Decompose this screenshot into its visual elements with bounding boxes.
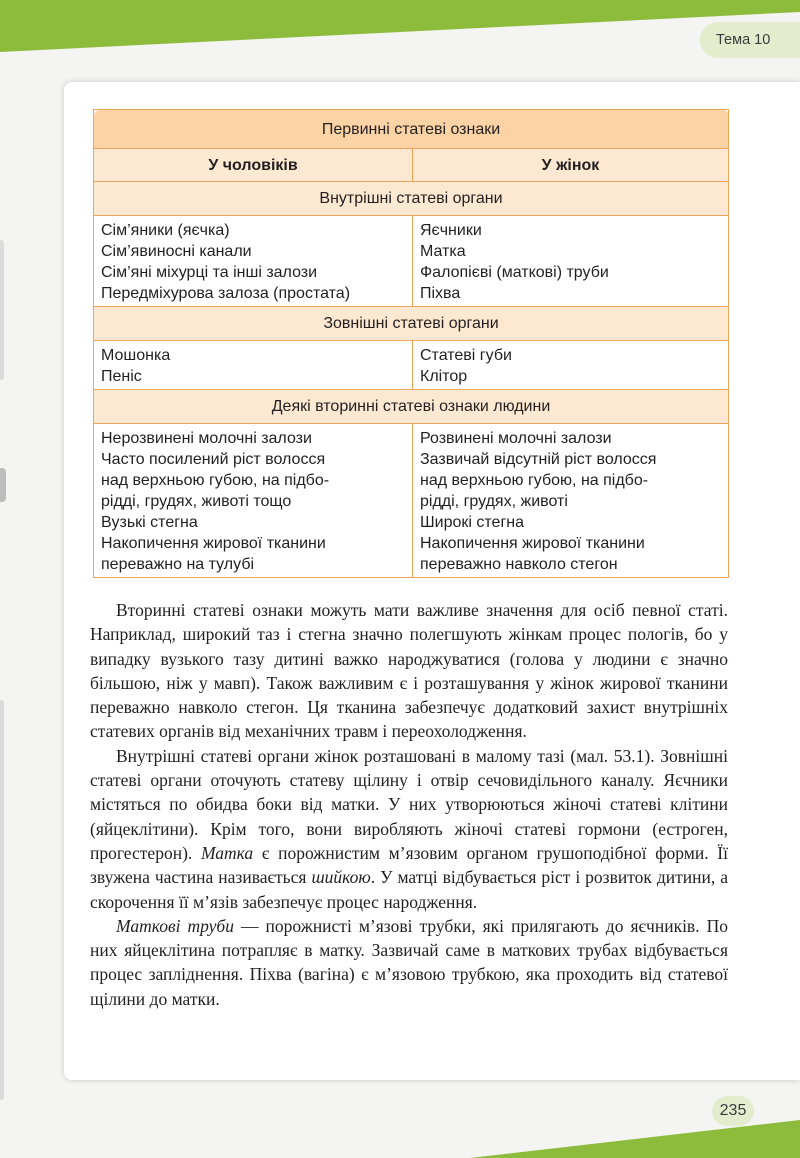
- paragraph-secondary-traits: Вторинні статеві ознаки можуть мати важливе значення для осіб певної статі. Наприклад, широкий таз і стегна значно полегшують жінкам процес пологів, бо у випадку вузького тазу дитині важко народжуватися (голова у людини є значно більшою, ніж у мавп). Також важливим є і розташування у жінок жирової тканини переважно навколо стегон. Ця тканина забезпечує додатковий захист внутрішніх статевих органів від механічних травм і переохолодження.: [90, 600, 728, 742]
- term-cervix: шийкою: [311, 867, 371, 888]
- section-heading-external: Зовнішні статеві органи: [94, 307, 729, 341]
- term-uterus: Матка: [200, 842, 254, 863]
- internal-organs-men: [94, 216, 413, 307]
- list-item: переважно на тулубі: [101, 556, 255, 573]
- list-item: Накопичення жирової тканини: [101, 535, 326, 552]
- list-item: Часто посилений ріст волосся: [101, 451, 326, 468]
- list-item: Нерозвинені молочні залози: [101, 430, 312, 447]
- term-fallopian-tubes: Маткові труби: [116, 915, 234, 936]
- list-item: Пеніс: [101, 368, 142, 385]
- list-item: Зазвичай відсутній ріст волосся: [420, 451, 657, 468]
- body-text: [90, 598, 728, 1011]
- list-item: Передміхурова залоза (простата): [101, 285, 351, 302]
- section-heading-secondary: Деякі вторинні статеві ознаки людини: [94, 390, 729, 424]
- list-item: переважно навколо стегон: [420, 556, 618, 573]
- list-item: Сім’явиносні канали: [101, 243, 252, 260]
- secondary-traits-women: [413, 424, 729, 578]
- list-item: Розвинені молочні залози: [420, 430, 612, 447]
- list-item: Матка: [420, 243, 466, 260]
- list-item: над верхньою губою, на підбо-: [101, 472, 330, 489]
- sex-characteristics-table: [93, 109, 729, 578]
- list-item: Фалопієві (маткові) труби: [420, 264, 609, 281]
- paragraph-text: є порожнистим м’язовим органом грушоподібної форми. Її звужена частина називається: [90, 842, 728, 888]
- list-item: Клітор: [420, 368, 468, 385]
- left-margin-marker: [0, 468, 6, 502]
- internal-organs-women: [413, 216, 729, 307]
- column-header-women: У жінок: [413, 149, 729, 182]
- secondary-traits-men: [94, 424, 413, 578]
- external-organs-men: [94, 341, 413, 390]
- footer-green-band: [0, 1100, 800, 1158]
- list-item: Піхва: [420, 285, 461, 302]
- external-organs-women: [413, 341, 729, 390]
- left-margin-marker: [0, 240, 4, 380]
- list-item: Яєчники: [420, 222, 482, 239]
- list-item: рідді, грудях, животі: [420, 493, 568, 510]
- list-item: Статеві губи: [420, 347, 512, 364]
- paragraph-fallopian-tubes: [90, 914, 728, 1011]
- list-item: Широкі стегна: [420, 514, 525, 531]
- table-title: Первинні статеві ознаки: [94, 110, 729, 149]
- list-item: рідді, грудях, животі тощо: [101, 493, 292, 510]
- list-item: Накопичення жирової тканини: [420, 535, 645, 552]
- list-item: Сім’яники (яєчка): [101, 222, 230, 239]
- list-item: Вузькі стегна: [101, 514, 198, 531]
- header-green-band: [0, 0, 800, 60]
- paragraph-text: . У матці відбувається ріст і розвиток дитини, а скорочення її м’язів забезпечує процес народження.: [90, 867, 728, 912]
- list-item: Сім’яні міхурці та інші залози: [101, 264, 318, 281]
- paragraph-text: Внутрішні статеві органи жінок розташовані в малому тазі (мал. 53.1). Зовнішні статеві органи оточують статеву щілину і отвір сечовидільного каналу. Яєчники містяться по обидва боки від матки. У них утворюються жіночі статеві клітини (яйцеклітини). Крім того, вони виробляють жіночі статеві гормони (естроген, прогестерон).: [90, 745, 728, 863]
- list-item: Мошонка: [101, 347, 171, 364]
- paragraph-text: — порожнисті м’язові трубки, які прилягають до яєчників. По них яйцеклітина потрапляє в матку. Зазвичай саме в маткових трубах відбувається процес запліднення. Піхва (вагіна) є м’язовою трубкою, яка проходить від статевої щілини до матки.: [90, 915, 728, 1009]
- section-heading-internal: Внутрішні статеві органи: [94, 182, 729, 216]
- column-header-men: У чоловіків: [94, 149, 413, 182]
- left-margin-marker: [0, 700, 4, 1100]
- list-item: над верхньою губою, на підбо-: [420, 472, 649, 489]
- page-number: 235: [712, 1096, 754, 1126]
- topic-label: Тема 10: [700, 22, 800, 58]
- paragraph-internal-organs: [90, 744, 728, 914]
